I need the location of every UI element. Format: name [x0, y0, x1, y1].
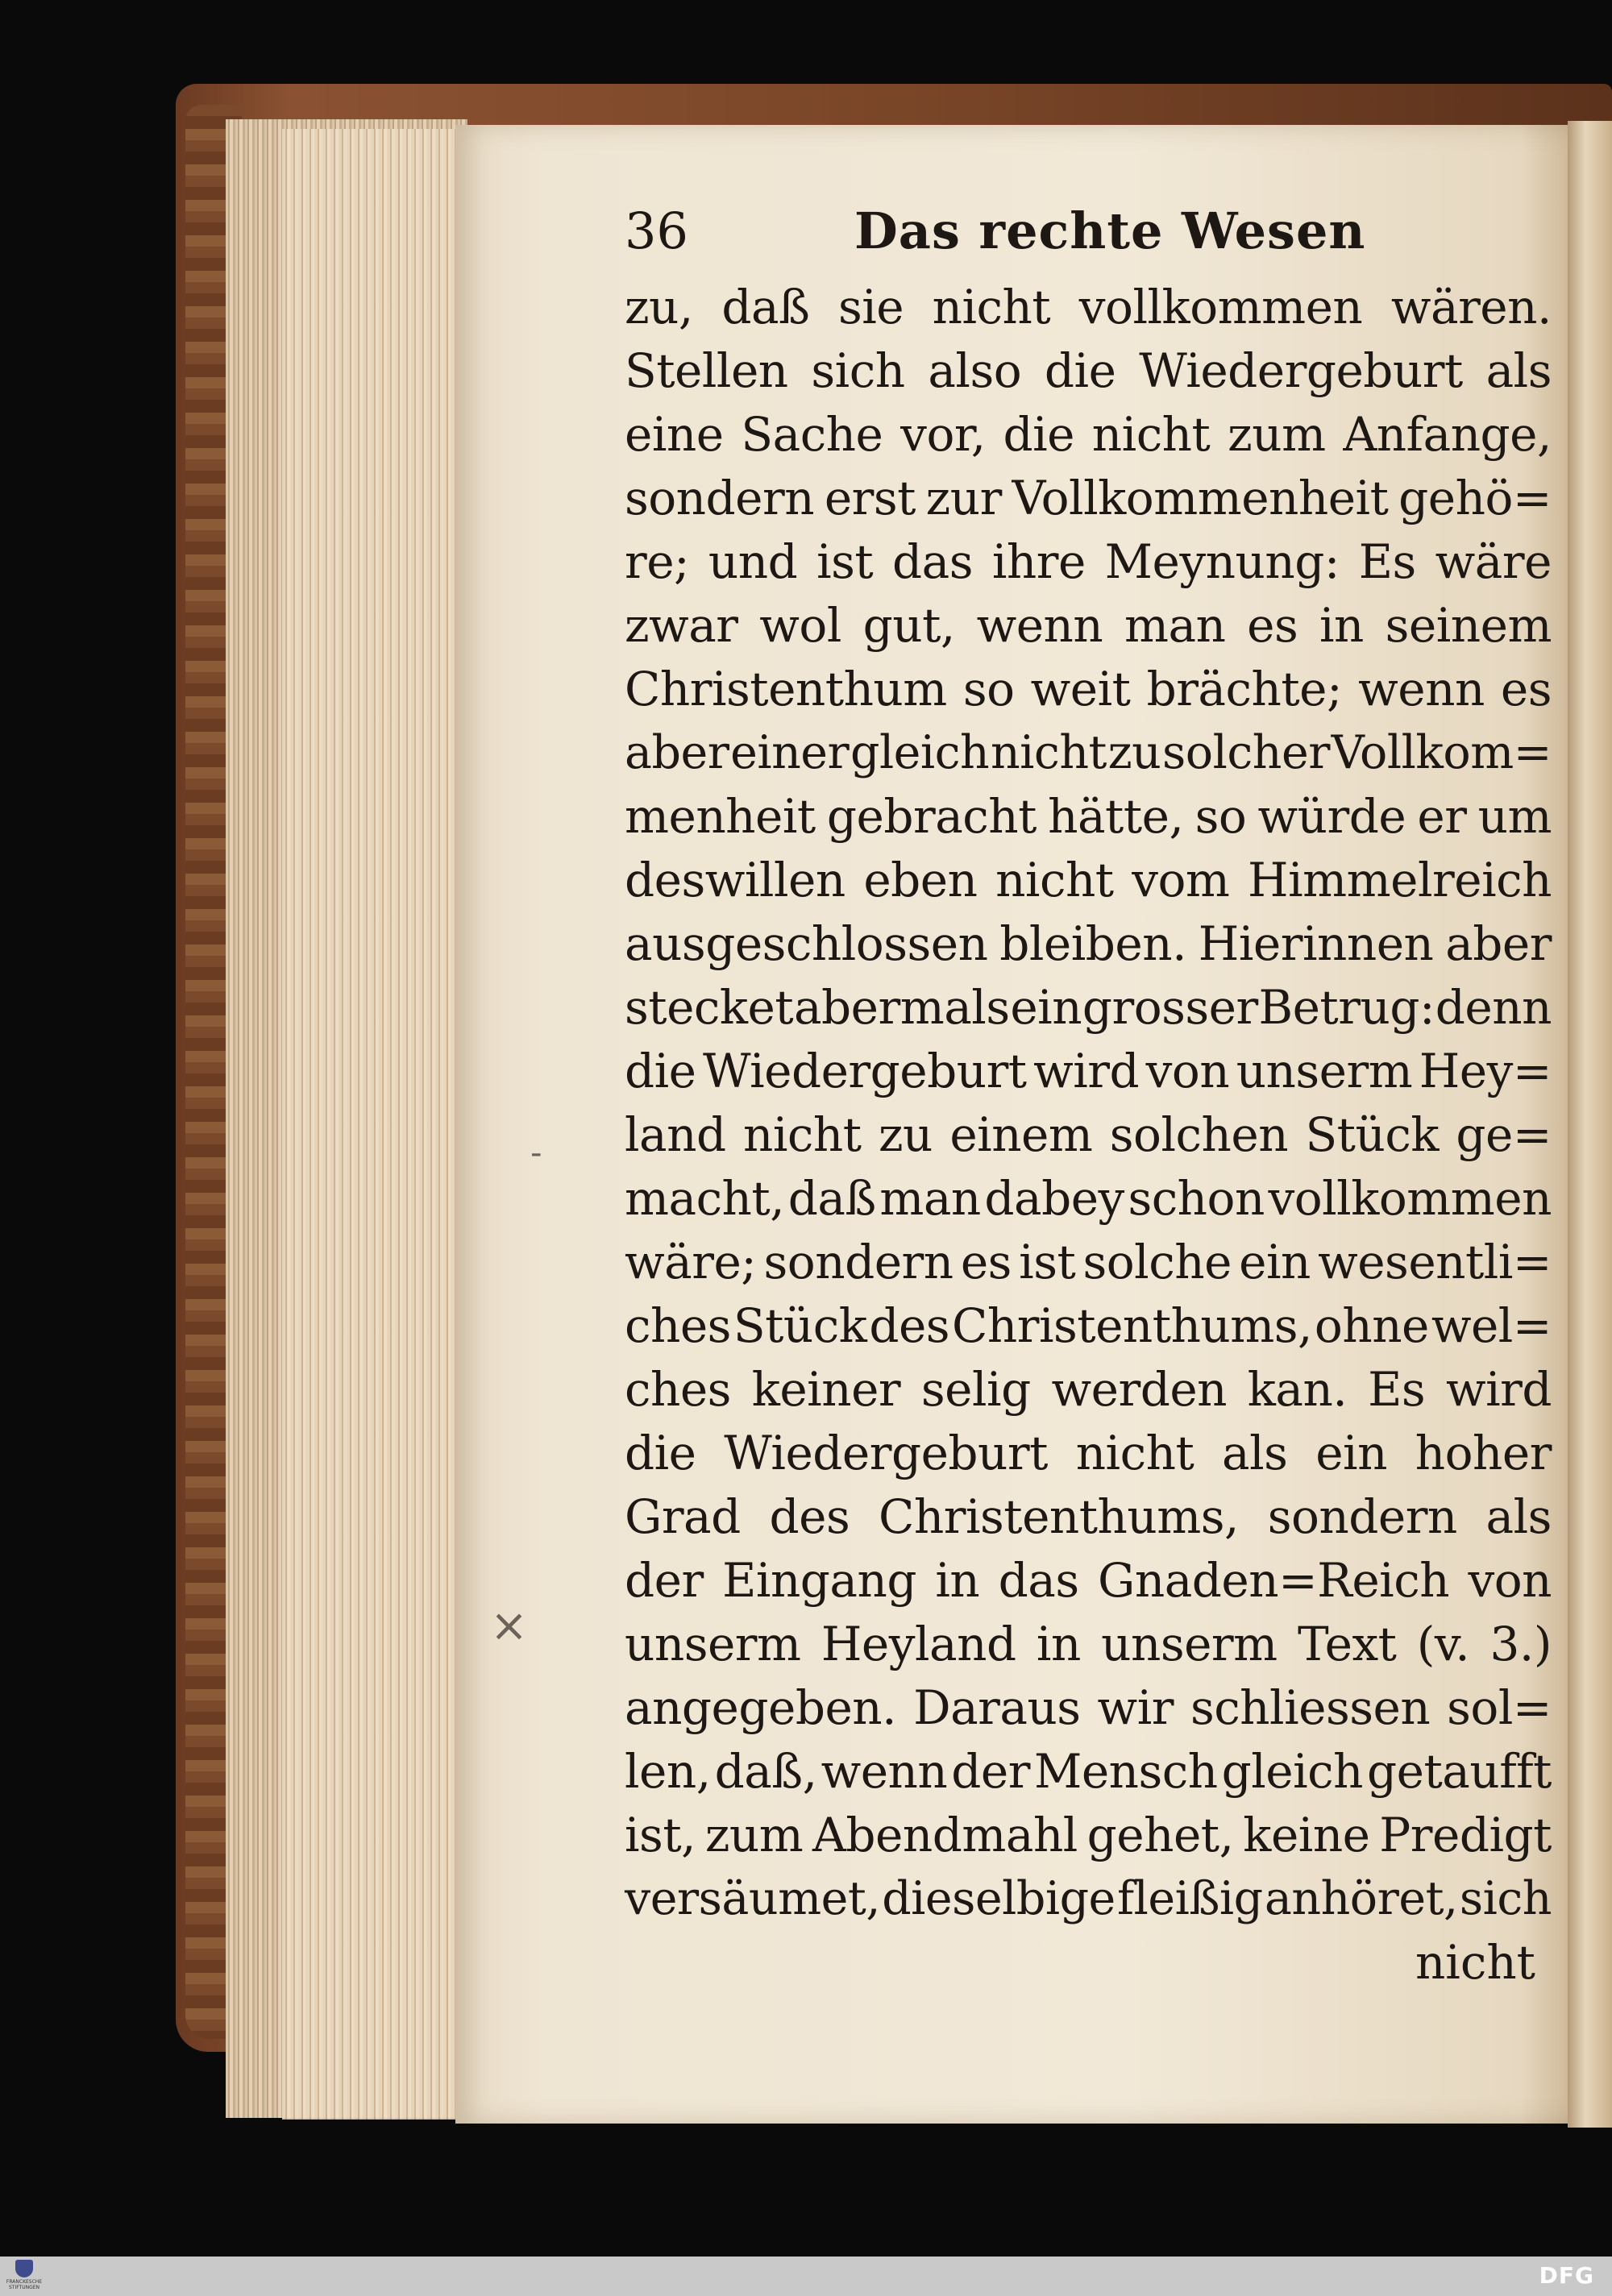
catchword: nicht	[1415, 1935, 1535, 1990]
text-line: angegeben. Daraus wir schliessen sol=	[625, 1680, 1552, 1735]
margin-cross-mark: ×	[490, 1600, 528, 1652]
text-line: die Wiedergeburt nicht als ein hoher	[625, 1426, 1552, 1480]
text-line: ist, zum Abendmahl gehet, keine Predigt	[625, 1808, 1552, 1862]
text-line: macht, daß man dabey schon vollkommen	[625, 1171, 1552, 1226]
text-line: Grad des Christenthums, sondern als	[625, 1489, 1552, 1544]
page-number: 36	[625, 201, 688, 260]
institution-logo-text: FRANCKESCHE STIFTUNGEN	[6, 2279, 43, 2290]
text-block	[625, 187, 1552, 1995]
text-line: unserm Heyland in unserm Text (v. 3.)	[625, 1617, 1552, 1671]
text-line: wäre; sondern es ist solche ein wesentli=	[625, 1235, 1552, 1289]
text-line: deswillen eben nicht vom Himmelreich	[625, 853, 1552, 907]
text-line: sondern erst zur Vollkommenheit gehö=	[625, 471, 1552, 525]
text-line: zwar wol gut, wenn man es in seinem	[625, 598, 1552, 653]
running-head: Das rechte Wesen	[854, 201, 1366, 260]
footer-bar	[0, 2257, 1612, 2296]
page-header	[625, 187, 1552, 276]
dfg-logo: DFG	[1539, 2262, 1594, 2289]
text-line: versäumet, dieselbige fleißig anhöret, sich	[625, 1872, 1552, 1925]
text-line: zu, daß sie nicht vollkommen wären.	[625, 280, 1552, 334]
text-line: re; und ist das ihre Meynung: Es wäre	[625, 534, 1552, 589]
body-text	[625, 276, 1552, 1931]
text-line: die Wiedergeburt wird von unserm Hey=	[625, 1044, 1552, 1098]
text-line: ausgeschlossen bleiben. Hierinnen aber	[625, 916, 1552, 971]
text-line: stecket abermals ein grosser Betrug: denn	[625, 980, 1552, 1035]
book-gutter	[1568, 121, 1612, 2128]
text-line: der Eingang in das Gnaden=Reich von	[625, 1553, 1552, 1608]
page-fore-edge-inner	[282, 129, 467, 2120]
institution-logo	[6, 2260, 42, 2292]
text-line: ches Stück des Christenthums, ohne wel=	[625, 1298, 1552, 1353]
margin-dash-mark: -	[530, 1135, 542, 1172]
text-line: menheit gebracht hätte, so würde er um	[625, 789, 1552, 844]
institution-emblem-icon	[15, 2260, 33, 2277]
text-line: land nicht zu einem solchen Stück ge=	[625, 1107, 1552, 1162]
text-line: eine Sache vor, die nicht zum Anfange,	[625, 407, 1552, 462]
text-line: Christenthum so weit brächte; wenn es	[625, 662, 1552, 716]
text-line: aber einer gleich nicht zu solcher Vollkom=	[625, 726, 1552, 779]
text-line: Stellen sich also die Wiedergeburt als	[625, 343, 1552, 398]
text-line: ches keiner selig werden kan. Es wird	[625, 1362, 1552, 1417]
text-line: len, daß, wenn der Mensch gleich getaufft	[625, 1744, 1552, 1799]
